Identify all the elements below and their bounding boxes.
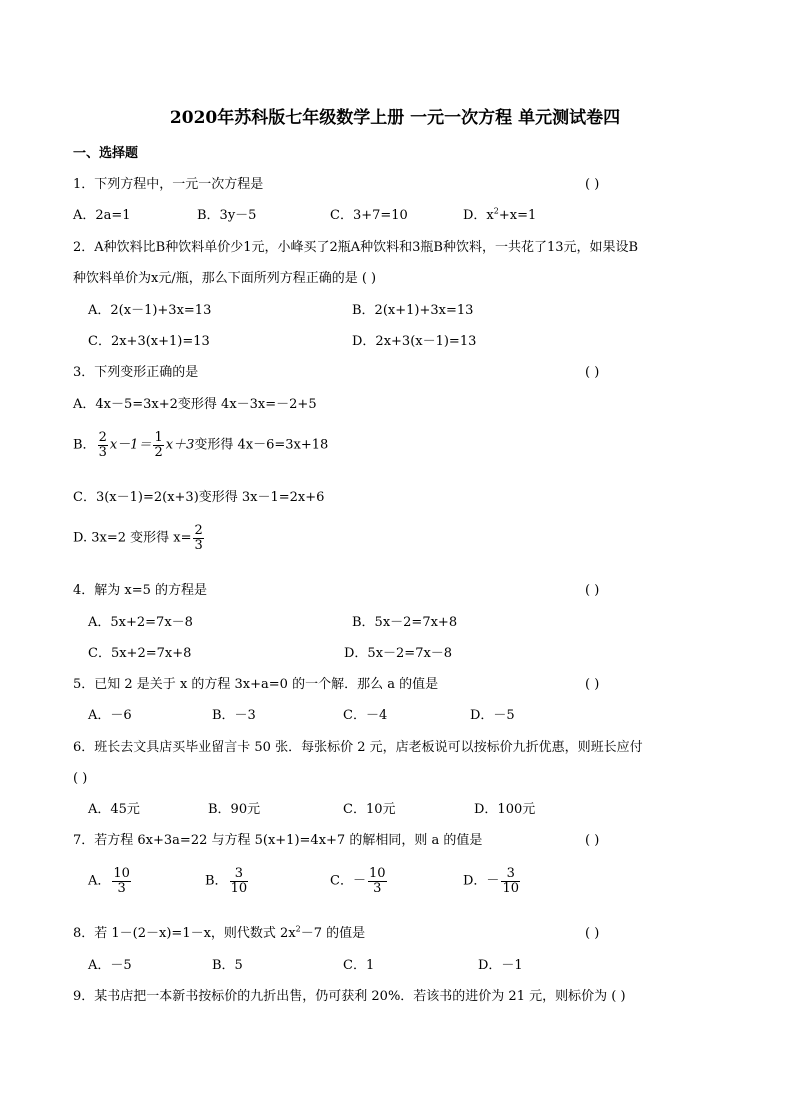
- q5-option-c: C．－4: [343, 708, 388, 723]
- q2-option-b: B．2(x+1)+3x=13: [352, 303, 474, 318]
- q9-stem: 9．某书店把一本新书按标价的九折出售，仍可获利 20%．若该书的进价为 21 元，则标价为 ( ): [73, 989, 626, 1004]
- q3-b-fraction2: $\frac{1}{2}$: [154, 430, 163, 460]
- q5-option-d: D．－5: [470, 708, 515, 723]
- q4-bracket: ( ): [585, 583, 600, 598]
- q8-option-b: B．5: [212, 958, 243, 973]
- q2-option-d: D．2x+3(x－1)=13: [352, 334, 477, 349]
- q1-option-d: D．$x^2+x=1$: [463, 206, 537, 223]
- q7-d-fraction: $\frac{3}{10}$: [502, 866, 519, 896]
- q7-option-b: B． $\frac{3}{10}$: [205, 866, 248, 896]
- q8-bracket: ( ): [585, 926, 600, 941]
- q6-option-d: D．100元: [474, 802, 536, 817]
- q5-option-a: A．－6: [88, 708, 132, 723]
- q7-b-fraction: $\frac{3}{10}$: [230, 866, 248, 896]
- q2-stem-line1: 2．A种饮料比B种饮料单价少1元，小峰买了2瓶A种饮料和3瓶B种饮料，一共花了13元，如果设B: [73, 240, 639, 255]
- q8-option-c: C．1: [343, 958, 375, 973]
- q1-option-a: A．2a=1: [73, 208, 131, 223]
- q6-stem-line2: ( ): [73, 771, 88, 786]
- q3-option-d: D. 3x=2 变形得 x= $\frac{2}{3}$: [73, 523, 203, 553]
- q8-stem: 8．若 1－(2－x)=1－x，则代数式 $2x^2-7$ 的值是: [73, 924, 366, 941]
- q7-a-fraction: $\frac{10}{3}$: [113, 866, 130, 896]
- q7-option-a: A． $\frac{10}{3}$: [88, 866, 130, 896]
- q2-option-a: A．2(x－1)+3x=13: [88, 303, 212, 318]
- q7-stem: 7．若方程 6x+3a=22 与方程 5(x+1)=4x+7 的解相同，则 a 的值是: [73, 833, 483, 848]
- q1-option-b: B．3y－5: [197, 208, 257, 223]
- q4-option-b: B．5x－2=7x+8: [352, 615, 458, 630]
- q7-option-d: D．－ $\frac{3}{10}$: [463, 866, 519, 896]
- q2-option-c: C．2x+3(x+1)=13: [88, 334, 210, 349]
- q6-option-c: C．10元: [343, 802, 396, 817]
- q7-bracket: ( ): [585, 833, 600, 848]
- q4-option-c: C．5x+2=7x+8: [88, 646, 192, 661]
- q3-stem: 3．下列变形正确的是: [73, 365, 199, 380]
- q6-option-b: B．90元: [208, 802, 261, 817]
- section-heading: 一、选择题: [73, 146, 139, 161]
- q8-option-d: D．－1: [478, 958, 523, 973]
- q1-bracket: ( ): [585, 177, 600, 192]
- q3-option-b: B． $\frac{2}{3}$ x－1＝ $\frac{1}{2}$ x＋3变形得 4x－6=3x+18: [73, 430, 329, 460]
- q5-stem: 5．已知 2 是关于 x 的方程 3x+a=0 的一个解．那么 a 的值是: [73, 677, 439, 692]
- q6-stem-line1: 6．班长去文具店买毕业留言卡 50 张．每张标价 2 元，店老板说可以按标价九折优惠，则班长应付: [73, 740, 643, 755]
- q2-stem-line2: 种饮料单价为x元/瓶，那么下面所列方程正确的是 ( ): [73, 271, 377, 286]
- q5-bracket: ( ): [585, 677, 600, 692]
- q4-stem: 4．解为 x=5 的方程是: [73, 583, 208, 598]
- q7-c-fraction: $\frac{10}{3}$: [368, 866, 386, 896]
- q7-option-c: C．－ $\frac{10}{3}$: [330, 866, 386, 896]
- q3-option-c: C．3(x－1)=2(x+3)变形得 3x－1=2x+6: [73, 490, 325, 505]
- q4-option-a: A．5x+2=7x－8: [88, 615, 193, 630]
- page-title: 2020年苏科版七年级数学上册 一元一次方程 单元测试卷四: [169, 108, 621, 128]
- q4-option-d: D．5x－2=7x－8: [344, 646, 453, 661]
- q3-bracket: ( ): [585, 365, 600, 380]
- q1-stem: 1．下列方程中，一元一次方程是: [73, 177, 264, 192]
- q3-b-fraction1: $\frac{2}{3}$: [98, 430, 107, 460]
- q3-d-fraction: $\frac{2}{3}$: [194, 523, 203, 553]
- q5-option-b: B．－3: [212, 708, 256, 723]
- q6-option-a: A．45元: [88, 802, 140, 817]
- q8-option-a: A．－5: [88, 958, 132, 973]
- q1-option-c: C．3+7=10: [330, 208, 408, 223]
- q3-option-a: A．4x－5=3x+2变形得 4x－3x=－2+5: [73, 397, 317, 412]
